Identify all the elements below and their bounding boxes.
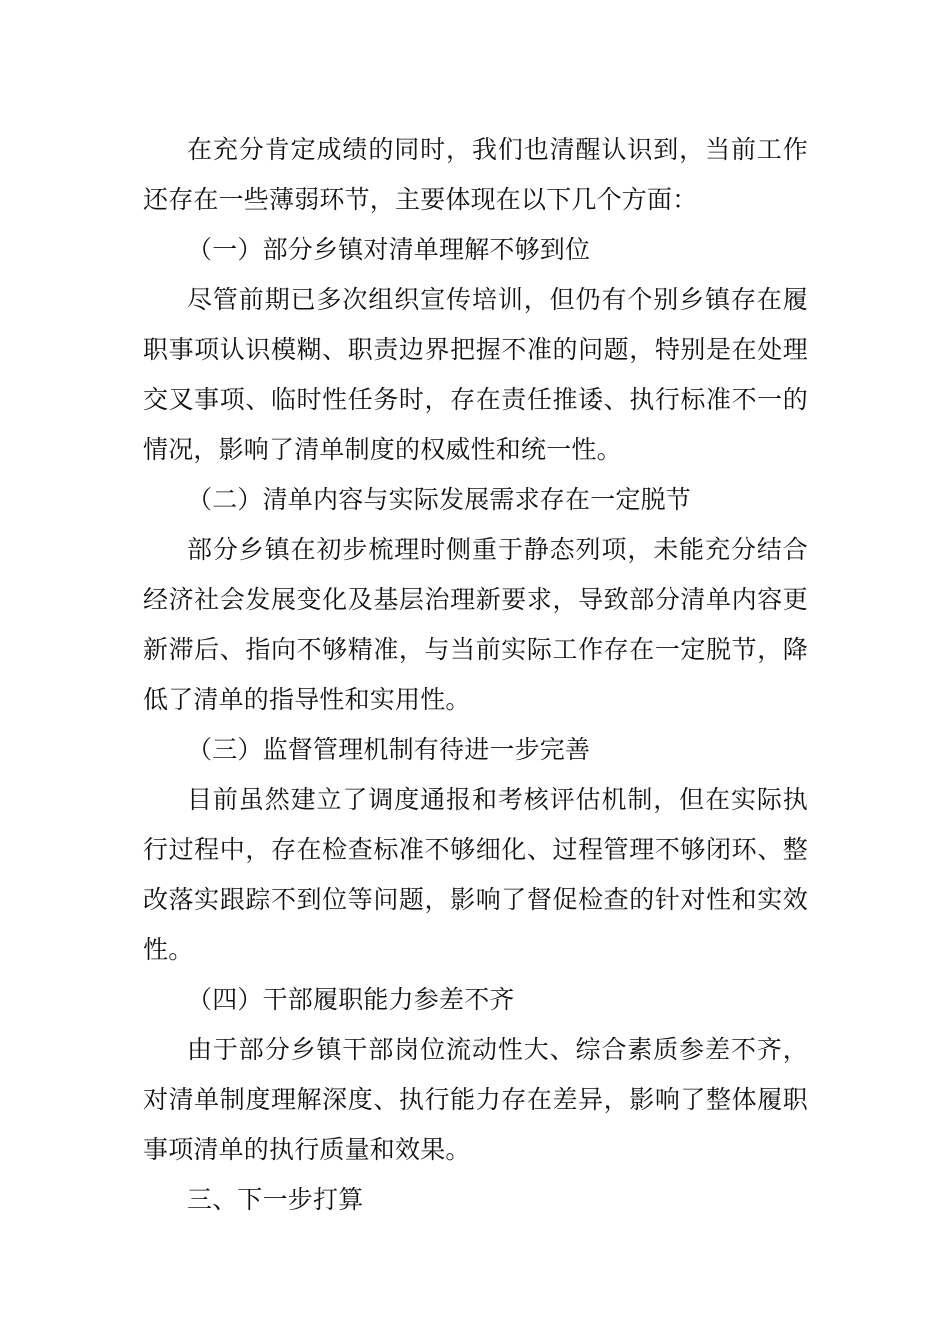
section-heading-2: （二）清单内容与实际发展需求存在一定脱节 xyxy=(187,485,692,514)
document-body xyxy=(143,125,808,1225)
section-body-2: 部分乡镇在初步梳理时侧重于静态列项，未能充分结合经济社会发展变化及基层治理新要求，导致部分清单内容更新滞后、指向不够精准，与当前实际工作存在一定脱节，降低了清单的指导性和实用性。 xyxy=(143,535,808,714)
section-heading-3: （三）监督管理机制有待进一步完善 xyxy=(187,735,591,764)
section-body-3: 目前虽然建立了调度通报和考核评估机制，但在实际执行过程中，存在检查标准不够细化、过程管理不够闭环、整改落实跟踪不到位等问题，影响了督促检查的针对性和实效性。 xyxy=(143,785,808,964)
section-body-4: 由于部分乡镇干部岗位流动性大、综合素质参差不齐，对清单制度理解深度、执行能力存在差异，影响了整体履职事项清单的执行质量和效果。 xyxy=(143,1035,808,1164)
next-steps-heading: 三、下一步打算 xyxy=(187,1185,364,1214)
section-body-1: 尽管前期已多次组织宣传培训，但仍有个别乡镇存在履职事项认识模糊、职责边界把握不准的问题，特别是在处理交叉事项、临时性任务时，存在责任推诿、执行标准不一的情况，影响了清单制度的权威性和统一性。 xyxy=(143,285,808,464)
section-heading-4: （四）干部履职能力参差不齐 xyxy=(187,985,515,1014)
section-heading-1: （一）部分乡镇对清单理解不够到位 xyxy=(187,235,591,264)
intro-paragraph: 在充分肯定成绩的同时，我们也清醒认识到，当前工作还存在一些薄弱环节，主要体现在以下几个方面： xyxy=(143,135,808,214)
